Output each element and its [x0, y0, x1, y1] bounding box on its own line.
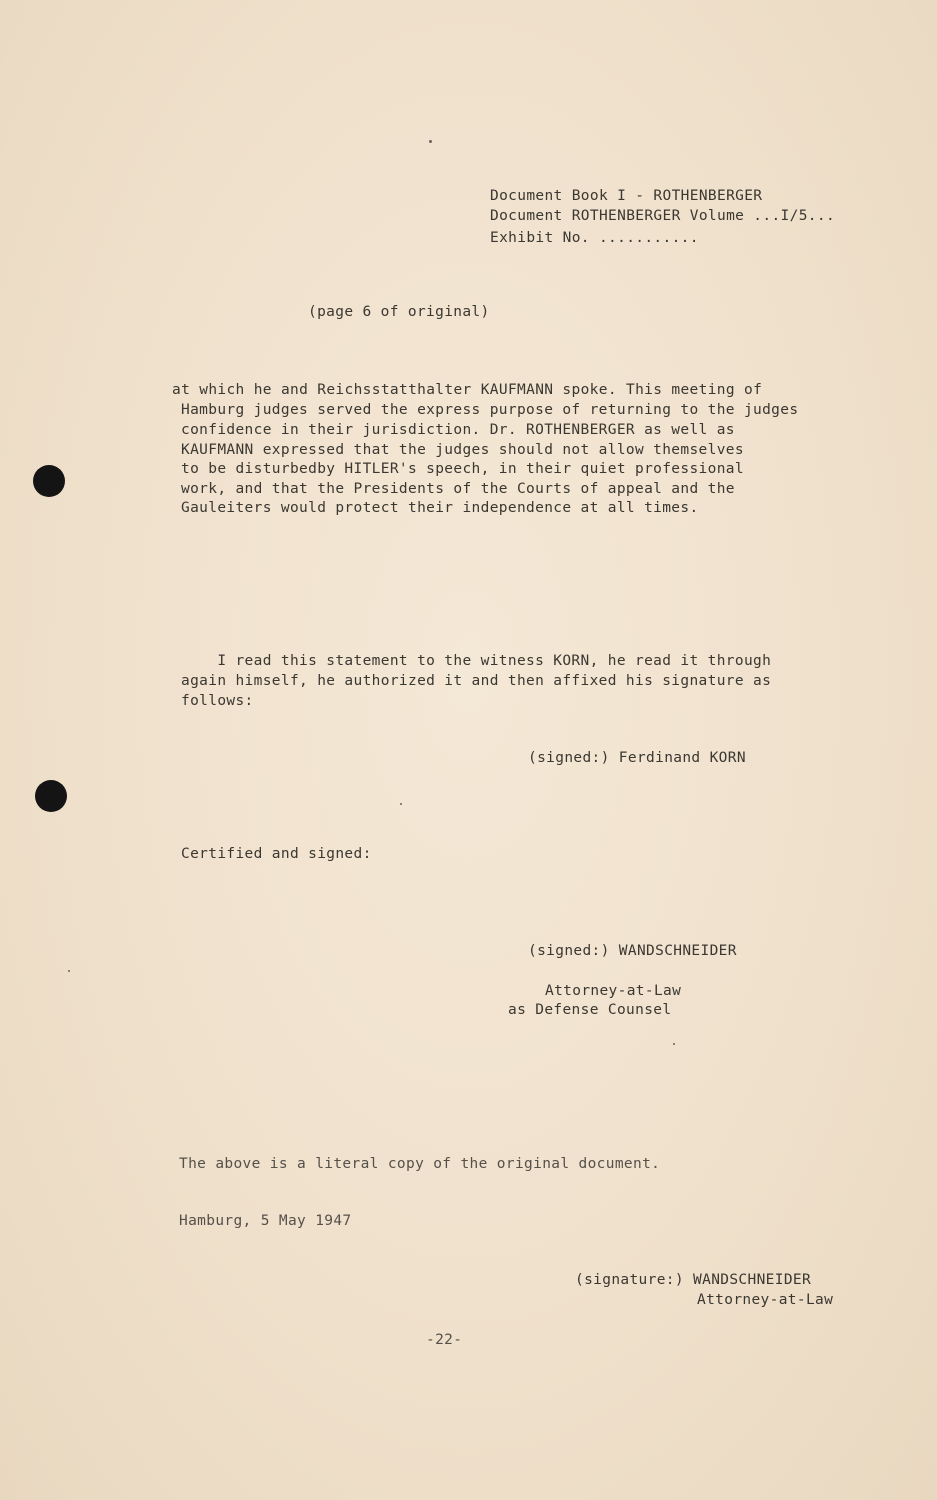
body-line: work, and that the Presidents of the Courts of appeal and the — [181, 481, 735, 497]
final-signature: (signature:) WANDSCHNEIDER — [575, 1272, 812, 1288]
body-line: KAUFMANN expressed that the judges should not allow themselves — [181, 442, 744, 458]
header-document-volume: Document ROTHENBERGER Volume ...I/5... — [490, 208, 836, 224]
header-document-book: Document Book I - ROTHENBERGER — [490, 188, 763, 204]
body-line: to be disturbedby HITLER's speech, in their quiet professional — [181, 461, 744, 477]
paper-speck — [68, 970, 70, 972]
body-line: at which he and Reichsstatthalter KAUFMANN spoke. This meeting of — [172, 382, 763, 398]
defense-counsel-title: as Defense Counsel — [508, 1002, 672, 1018]
signature-korn: (signed:) Ferdinand KORN — [528, 750, 746, 766]
paper-speck — [400, 803, 402, 805]
final-attorney-title: Attorney-at-Law — [697, 1292, 834, 1308]
attorney-title: Attorney-at-Law — [545, 983, 682, 999]
punch-hole-top — [33, 465, 65, 497]
body-line: confidence in their jurisdiction. Dr. ROTHENBERGER as well as — [181, 422, 735, 438]
statement-line: again himself, he authorized it and then affixed his signature as — [181, 673, 772, 689]
paper-speck — [673, 1043, 675, 1045]
place-and-date: Hamburg, 5 May 1947 — [179, 1213, 352, 1229]
certified-and-signed: Certified and signed: — [181, 846, 372, 862]
page-number: -22- — [426, 1332, 463, 1348]
body-line: Gauleiters would protect their independence at all times. — [181, 500, 699, 516]
page-of-original-note: (page 6 of original) — [308, 304, 490, 320]
paper-speck — [429, 140, 432, 143]
statement-line: follows: — [181, 693, 254, 709]
signature-wandschneider: (signed:) WANDSCHNEIDER — [528, 943, 737, 959]
statement-line: I read this statement to the witness KORN, he read it through — [181, 653, 772, 669]
body-line: Hamburg judges served the express purpose of returning to the judges — [181, 402, 799, 418]
punch-hole-bottom — [35, 780, 67, 812]
header-exhibit-number: Exhibit No. ........... — [490, 230, 699, 246]
literal-copy-statement: The above is a literal copy of the original document. — [179, 1156, 661, 1172]
